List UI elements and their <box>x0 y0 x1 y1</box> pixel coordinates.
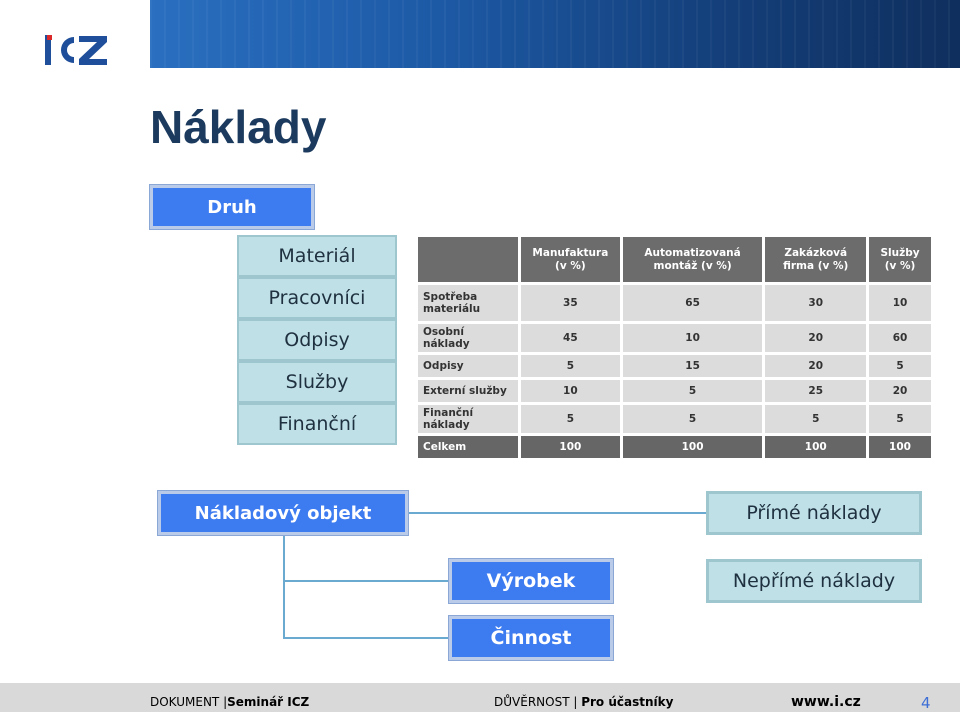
footer-conf-value: Pro účastníky <box>581 695 674 709</box>
table-cell: 45 <box>521 324 620 352</box>
footer-conf-prefix: DŮVĚRNOST | <box>494 695 578 709</box>
table-cell: 10 <box>521 380 620 402</box>
table-cell: 5 <box>521 405 620 433</box>
table-cell: 100 <box>623 436 763 458</box>
icz-logo-icon <box>45 34 109 66</box>
table-cell: 30 <box>765 285 866 321</box>
cost-object-box: Nákladový objekt <box>158 491 408 535</box>
row-label: Externí služby <box>418 380 518 402</box>
table-cell: 20 <box>765 324 866 352</box>
footer-website: www.i.cz <box>791 694 861 710</box>
cost-structure-table <box>415 234 934 461</box>
table-cell: 5 <box>869 355 931 377</box>
page-title: Náklady <box>150 101 327 153</box>
cost-type-item: Finanční <box>237 403 397 445</box>
page-number: 4 <box>921 694 931 712</box>
table-cell: 15 <box>623 355 763 377</box>
indirect-costs-box: Nepřímé náklady <box>706 559 922 603</box>
cost-type-list <box>237 235 397 445</box>
icz-logo <box>45 34 109 66</box>
table-cell: 25 <box>765 380 866 402</box>
table-cell: 5 <box>623 380 763 402</box>
table-cell: 5 <box>765 405 866 433</box>
column-header: Zakázková firma (v %) <box>765 237 866 282</box>
row-label: Celkem <box>418 436 518 458</box>
column-header: Manufaktura (v %) <box>521 237 620 282</box>
header-banner <box>150 0 960 68</box>
cost-type-item: Služby <box>237 361 397 403</box>
table-corner <box>418 237 518 282</box>
footer-document <box>150 695 309 709</box>
column-header: Služby (v %) <box>869 237 931 282</box>
connector-line <box>283 637 449 639</box>
direct-costs-box: Přímé náklady <box>706 491 922 535</box>
cost-type-item: Odpisy <box>237 319 397 361</box>
footer-doc-prefix: DOKUMENT | <box>150 695 228 709</box>
activity-box: Činnost <box>449 616 613 660</box>
product-box: Výrobek <box>449 559 613 603</box>
table-cell: 20 <box>765 355 866 377</box>
table-row <box>418 324 931 352</box>
row-label: Osobní náklady <box>418 324 518 352</box>
connector-line <box>408 512 706 514</box>
footer-confidentiality <box>494 695 673 709</box>
table-cell: 10 <box>869 285 931 321</box>
table-cell: 100 <box>869 436 931 458</box>
table-cell: 35 <box>521 285 620 321</box>
table-cell: 100 <box>765 436 866 458</box>
footer-bar <box>0 683 960 712</box>
connector-line <box>283 580 449 582</box>
cost-type-item: Pracovníci <box>237 277 397 319</box>
table-row <box>418 405 931 433</box>
cost-type-item: Materiál <box>237 235 397 277</box>
footer-doc-name: Seminář ICZ <box>227 695 310 709</box>
table-row <box>418 355 931 377</box>
row-label: Odpisy <box>418 355 518 377</box>
connector-line <box>283 535 285 639</box>
table-cell: 65 <box>623 285 763 321</box>
table-total-row <box>418 436 931 458</box>
table-row <box>418 285 931 321</box>
table-cell: 5 <box>623 405 763 433</box>
table-cell: 5 <box>521 355 620 377</box>
column-header: Automatizovaná montáž (v %) <box>623 237 763 282</box>
table-cell: 10 <box>623 324 763 352</box>
table-header-row <box>418 237 931 282</box>
table-cell: 100 <box>521 436 620 458</box>
table-cell: 60 <box>869 324 931 352</box>
table-row <box>418 380 931 402</box>
druh-box: Druh <box>150 185 314 229</box>
table-cell: 5 <box>869 405 931 433</box>
row-label: Finanční náklady <box>418 405 518 433</box>
table-cell: 20 <box>869 380 931 402</box>
row-label: Spotřeba materiálu <box>418 285 518 321</box>
